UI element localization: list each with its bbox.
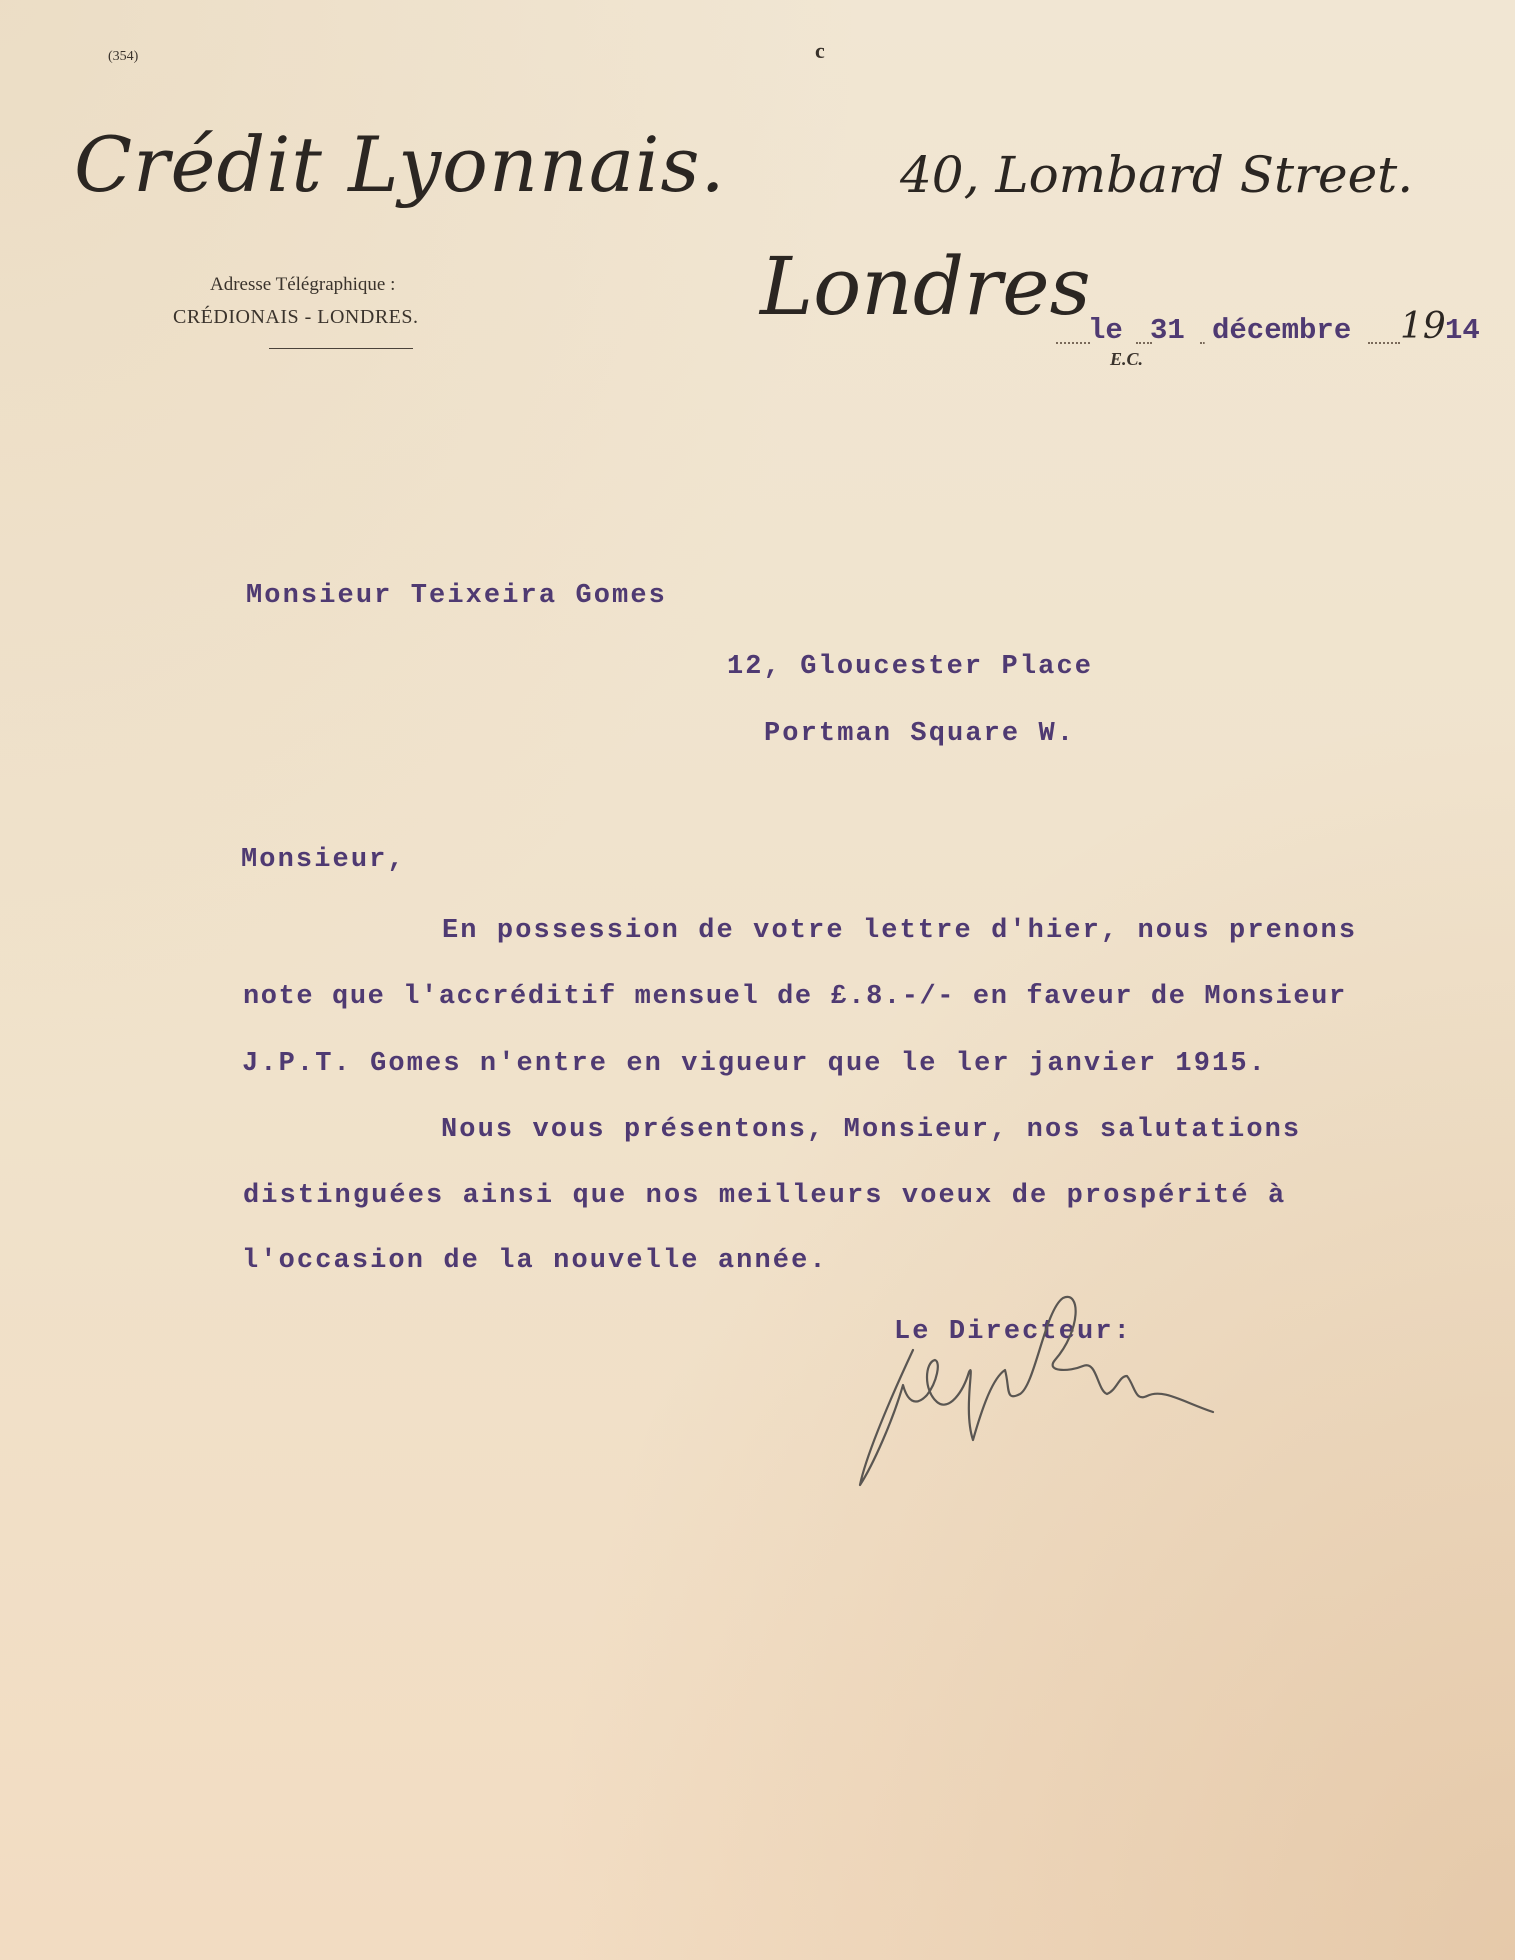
body-line: distinguées ainsi que nos meilleurs voeux de prospérité à	[243, 1181, 1287, 1211]
date-year-suffix: 14	[1445, 314, 1480, 347]
postcode: E.C.	[1110, 349, 1144, 369]
recipient-address-line: Portman Square W.	[764, 719, 1076, 749]
body-line: J.P.T. Gomes n'entre en vigueur que le ler janvier 1915.	[242, 1049, 1267, 1079]
signatory-label: Le Directeur:	[894, 1317, 1132, 1347]
date-month: décembre	[1212, 314, 1352, 347]
date-year-prefix: 19	[1400, 306, 1446, 347]
letterhead-divider	[269, 348, 413, 349]
body-line: note que l'accréditif mensuel de £.8.-/- en faveur de Monsieur	[243, 982, 1347, 1012]
bank-name: Crédit Lyonnais.	[74, 120, 726, 209]
telegraphic-address-value: CRÉDIONAIS - LONDRES.	[173, 306, 419, 328]
date-day: 31	[1150, 314, 1185, 347]
date-dotted-rule	[1368, 342, 1400, 344]
date-dotted-rule	[1200, 342, 1205, 344]
date-dotted-rule	[1056, 342, 1090, 344]
body-line: l'occasion de la nouvelle année.	[242, 1246, 828, 1276]
handwritten-signature	[845, 1290, 1225, 1510]
telegraphic-address-label: Adresse Télégraphique :	[210, 274, 396, 295]
body-line: En possession de votre lettre d'hier, nous prenons	[442, 916, 1358, 946]
body-line: Nous vous présentons, Monsieur, nos salutations	[441, 1115, 1302, 1145]
bank-street-address: 40, Lombard Street.	[900, 146, 1414, 204]
form-letter: c	[815, 38, 825, 63]
form-number: (354)	[108, 49, 139, 64]
recipient-name: Monsieur Teixeira Gomes	[246, 581, 667, 611]
bank-city: Londres	[760, 240, 1091, 333]
salutation: Monsieur,	[241, 845, 406, 875]
date-le: le	[1088, 314, 1123, 347]
recipient-address-line: 12, Gloucester Place	[727, 652, 1094, 682]
